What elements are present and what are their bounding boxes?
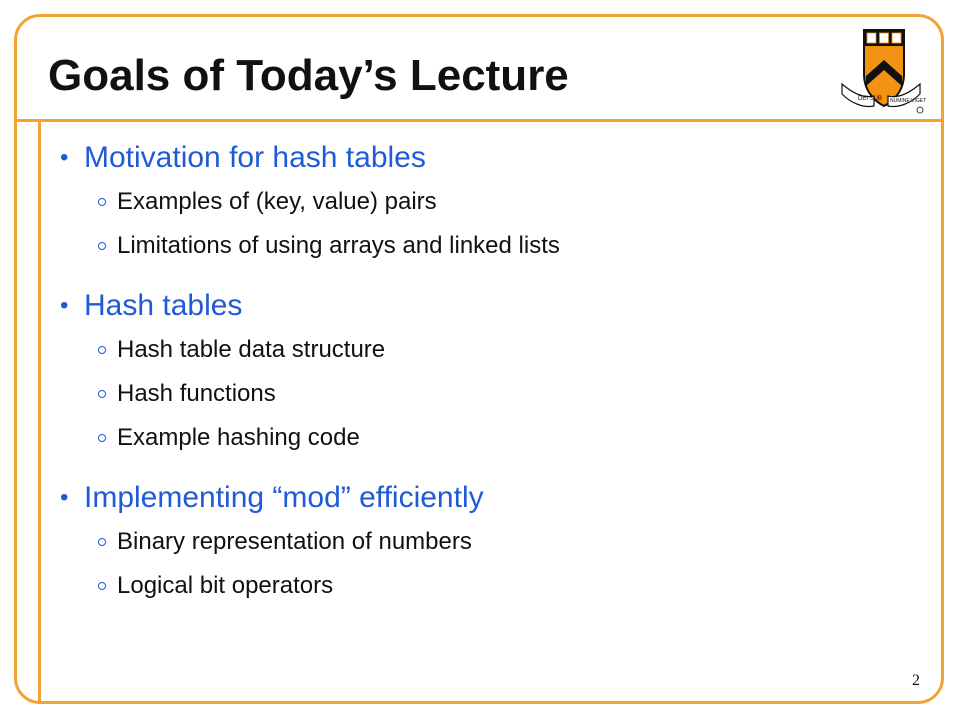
sub-bullet-text: Binary representation of numbers [117, 528, 472, 555]
hollow-circle-icon [98, 390, 106, 398]
sub-bullet-text: Examples of (key, value) pairs [117, 188, 437, 215]
bullet-section-hash-tables [60, 284, 920, 460]
university-logo [836, 26, 926, 116]
slide-body [60, 136, 920, 608]
sub-bullet-text: Limitations of using arrays and linked lists [117, 232, 560, 259]
logo-motto-right: NUMINE VIGET [890, 98, 926, 104]
bullet-dot-icon: • [60, 484, 69, 511]
sub-bullet [60, 328, 920, 372]
hollow-circle-icon [98, 434, 106, 442]
bullet-heading [60, 284, 920, 328]
bullet-heading [60, 136, 920, 180]
title-divider [17, 119, 942, 122]
princeton-shield-icon [836, 26, 926, 116]
sub-bullet [60, 224, 920, 268]
hollow-circle-icon [98, 582, 106, 590]
left-rule [38, 121, 41, 703]
bullet-heading [60, 476, 920, 520]
sub-bullet [60, 180, 920, 224]
bullet-dot-icon: • [60, 144, 69, 171]
page-number: 2 [912, 672, 920, 689]
hollow-circle-icon [98, 242, 106, 250]
sub-bullet-text: Example hashing code [117, 424, 360, 451]
sub-bullet-text: Logical bit operators [117, 572, 334, 599]
hollow-circle-icon [98, 346, 106, 354]
bullet-heading-text: Motivation for hash tables [84, 141, 426, 174]
bullet-section-motivation [60, 136, 920, 268]
bullet-heading-text: Implementing “mod” efficiently [84, 481, 484, 514]
bullet-heading-text: Hash tables [84, 289, 243, 322]
bullet-section-mod [60, 476, 920, 608]
sub-bullet [60, 416, 920, 460]
sub-bullet [60, 520, 920, 564]
bullet-dot-icon: • [60, 292, 69, 319]
hollow-circle-icon [98, 198, 106, 206]
sub-bullet [60, 564, 920, 608]
sub-bullet-text: Hash functions [117, 380, 276, 407]
hollow-circle-icon [98, 538, 106, 546]
sub-bullet [60, 372, 920, 416]
sub-bullet-text: Hash table data structure [117, 336, 386, 363]
slide-title: Goals of Today’s Lecture [48, 51, 569, 100]
logo-motto-left: DEI SUB [858, 96, 883, 102]
